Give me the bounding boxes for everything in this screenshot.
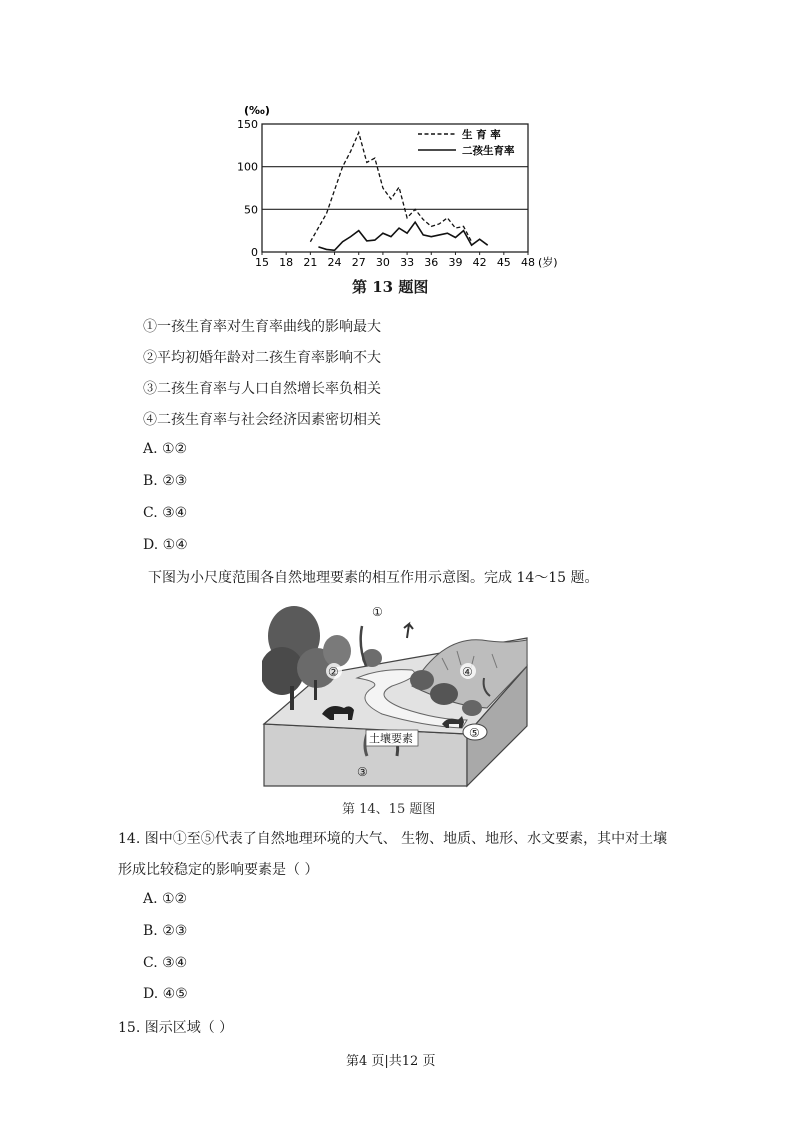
x-tick-label: 36 [424, 256, 439, 269]
geography-elements-illustration [262, 596, 532, 788]
y-tick-label: 100 [237, 160, 258, 174]
x-tick-label: 15 [255, 256, 269, 269]
x-tick-label: 24 [327, 256, 342, 269]
x-tick-label: 33 [400, 256, 415, 269]
x-tick-labels [255, 252, 535, 269]
q13-statement-2: ②平均初婚年龄对二孩生育率影响不大 [143, 350, 381, 366]
q14-stem-line2: 形成比较稳定的影响要素是（ ） [118, 862, 319, 878]
label-1: ① [372, 605, 383, 619]
y-tick-labels [237, 118, 258, 259]
x-tick-label: 45 [496, 256, 511, 269]
y-unit-label: (‰) [244, 104, 270, 117]
x-tick-label: 42 [472, 256, 487, 269]
birth-rate-chart [236, 100, 566, 290]
label-3: ③ [357, 765, 368, 779]
x-tick-label: 48 [521, 256, 535, 269]
y-tick-label: 50 [244, 203, 258, 217]
q13-answer-a: A. ①② [143, 441, 188, 457]
x-tick-label: 30 [375, 256, 390, 269]
x-tick-label: 18 [279, 256, 294, 269]
q15-stem: 15. 图示区域（ ） [118, 1020, 234, 1036]
q13-statement-1: ①一孩生育率对生育率曲线的影响最大 [143, 319, 381, 335]
y-tick-label: 0 [251, 246, 258, 259]
chart-grid [262, 167, 528, 210]
q14-stem-line1: 14. 图中①至⑤代表了自然地理环境的大气、 生物、地质、地形、水文要素，其中对土壤 [118, 831, 668, 847]
series-line-1 [310, 133, 471, 242]
x-tick-label: 27 [351, 256, 366, 269]
arrow-up-icon [404, 624, 413, 638]
q14-answer-b: B. ②③ [143, 923, 188, 939]
q13-statement-3: ③二孩生育率与人口自然增长率负相关 [143, 381, 381, 397]
x-tick-label: 39 [448, 256, 463, 269]
label-2: ② [328, 665, 339, 679]
q14-answer-c: C. ③④ [143, 955, 188, 971]
figure-14-15-caption: 第 14、15 题图 [342, 802, 436, 817]
legend-label-2: 二孩生育率 [462, 145, 515, 157]
x-unit-label: (岁) [538, 256, 558, 269]
figure-13-caption: 第 13 题图 [352, 278, 429, 296]
label-5: ⑤ [469, 726, 480, 740]
q13-statement-4: ④二孩生育率与社会经济因素密切相关 [143, 412, 381, 428]
q13-answer-d: D. ①④ [143, 537, 188, 553]
chart-legend [418, 128, 515, 157]
intro-14-15: 下图为小尺度范围各自然地理要素的相互作用示意图。完成 14～15 题。 [148, 570, 599, 586]
q14-answer-d: D. ④⑤ [143, 986, 188, 1002]
label-4: ④ [462, 665, 473, 679]
series-line-2 [318, 222, 487, 250]
soil-element-label: 土壤要素 [369, 732, 413, 745]
q13-answer-b: B. ②③ [143, 473, 188, 489]
x-tick-label: 21 [303, 256, 318, 269]
page-footer: 第4 页|共12 页 [346, 1054, 436, 1069]
q14-answer-a: A. ①② [143, 891, 188, 907]
y-tick-label: 150 [237, 118, 258, 131]
q13-answer-c: C. ③④ [143, 505, 188, 521]
legend-label-1: 生 育 率 [462, 129, 501, 141]
